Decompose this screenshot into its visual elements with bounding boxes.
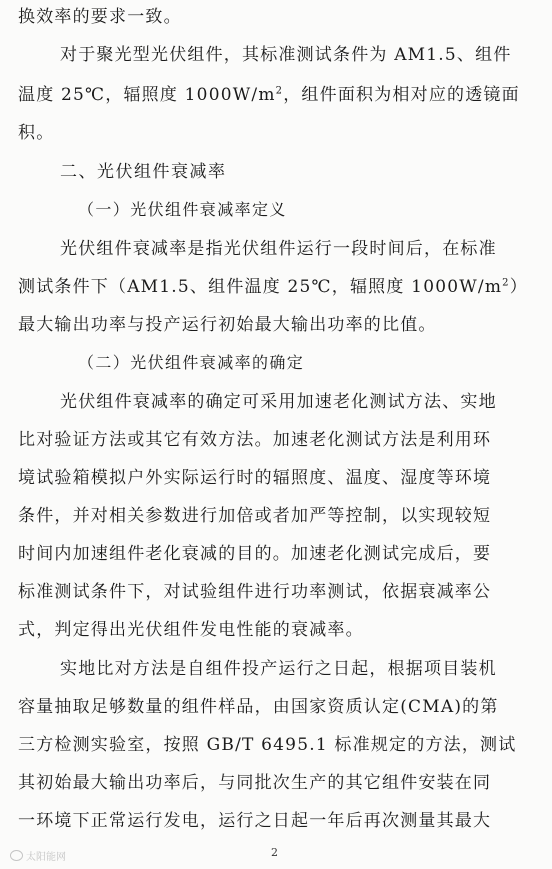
body-text-line: 实地比对方法是自组件投产运行之日起，根据项目装机 xyxy=(60,659,497,679)
body-text-line: 最大输出功率与投产运行初始最大输出功率的比值。 xyxy=(18,315,437,335)
body-text-fragment: ） xyxy=(509,277,528,297)
body-text-line: 标准测试条件下，对试验组件进行功率测试，依据衰减率公 xyxy=(18,582,492,602)
watermark-logo-icon xyxy=(10,850,23,861)
body-text-line: 容量抽取足够数量的组件样品，由国家资质认定(CMA)的第 xyxy=(18,697,499,717)
body-text-line: 一环境下正常运行发电，运行之日起一年后再次测量其最大 xyxy=(18,811,492,831)
subsection-heading: （一）光伏组件衰减率定义 xyxy=(78,200,287,219)
body-text-line xyxy=(18,276,528,298)
body-text-line xyxy=(18,84,520,106)
body-text-line: 积。 xyxy=(18,123,55,143)
body-text-fragment: 温度 25℃，辐照度 1000W/m xyxy=(18,85,276,105)
superscript: 2 xyxy=(275,85,284,97)
body-text-line: 光伏组件衰减率的确定可采用加速老化测试方法、实地 xyxy=(60,392,497,412)
body-text-line: 三方检测实验室，按照 GB/T 6495.1 标准规定的方法，测试 xyxy=(18,735,517,755)
body-text-line: 式，判定得出光伏组件发电性能的衰减率。 xyxy=(18,620,364,640)
body-text-line: 境试验箱模拟户外实际运行时的辐照度、温度、湿度等环境 xyxy=(18,468,492,488)
watermark-text: 太阳能网 xyxy=(26,852,66,863)
body-text-line: 换效率的要求一致。 xyxy=(18,7,182,27)
page-number: 2 xyxy=(271,846,278,859)
subsection-heading: （二）光伏组件衰减率的确定 xyxy=(78,353,305,372)
body-text-fragment: 测试条件下（AM1.5、组件温度 25℃，辐照度 1000W/m xyxy=(18,277,503,297)
body-text-line: 光伏组件衰减率是指光伏组件运行一段时间后，在标准 xyxy=(60,239,497,259)
body-text-line: 其初始最大输出功率后，与同批次生产的其它组件安装在同 xyxy=(18,773,492,793)
superscript: 2 xyxy=(502,277,510,289)
watermark xyxy=(10,848,66,863)
section-heading: 二、光伏组件衰减率 xyxy=(60,162,227,182)
body-text-line: 时间内加速组件老化衰减的目的。加速老化测试完成后，要 xyxy=(18,544,492,564)
body-text-line: 比对验证方法或其它有效方法。加速老化测试方法是利用环 xyxy=(18,430,492,450)
body-text-fragment: ，组件面积为相对应的透镜面 xyxy=(283,85,520,105)
body-text-line: 条件，并对相关参数进行加倍或者加严等控制，以实现较短 xyxy=(18,506,492,526)
body-text-line: 对于聚光型光伏组件，其标准测试条件为 AM1.5、组件 xyxy=(60,45,512,65)
